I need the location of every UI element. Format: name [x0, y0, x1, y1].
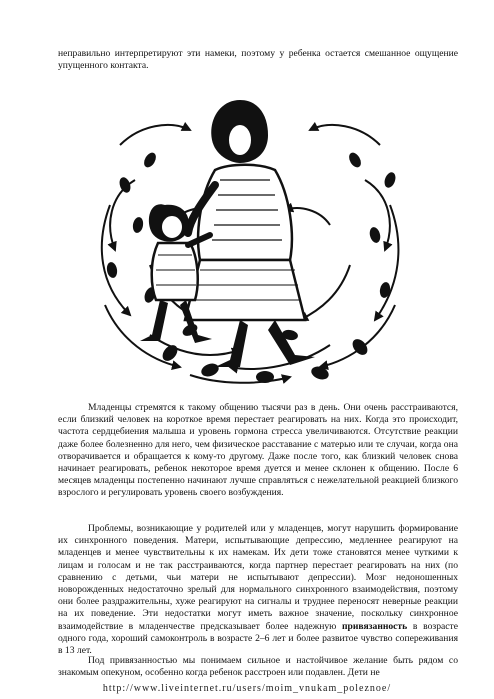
intro-paragraph: неправильно интерпретируют эти намеки, поэтому у ребенка остается смешанное ощущение упущенного контакта.: [58, 48, 458, 72]
woman-figure: [185, 100, 315, 367]
illustration: [90, 85, 410, 390]
term-attachment: привязанность: [342, 620, 408, 632]
paragraph-2: [58, 523, 458, 657]
paragraph-3: Под привязанностью мы понимаем сильное и настойчивое желание быть рядом со знакомым опекуном, особенно когда ребенок расстроен или подавлен. Дети не: [58, 655, 458, 679]
source-url[interactable]: http://www.liveinternet.ru/users/moim_vnukam_poleznoe/: [102, 683, 392, 694]
paragraph-2-end: в возрасте одного года, хороший самоконтроль в возрасте 2–6 лет и более развитое чувство сопереживания в 13 лет.: [58, 620, 458, 657]
paragraph-2-start: Проблемы, возникающие у родителей или у младенцев, могут нарушить формирование их синхронного поведения. Матери, испытывающие депрессию, медленнее реагируют на младенцев и менее чувствительны к их намекам. Их дети тоже становятся менее чуткими к лицам и голосам и не так расстраиваются, когда партнер перестает реагировать на них (по сравнению с детьми, чьи матери не испытывают депрессии). Мозг недоношенных новорожденных недостаточно зрелый для нормального синхронного взаимодействия, поэтому они более раздражительны, хуже реагируют на сигналы и труднее переносят неверные реакции на их поведение. Эти недостатки могут иметь важное значение, поскольку синхронное взаимодействие в младенчестве предсказывает более надежную: [58, 523, 458, 632]
paragraph-1: Младенцы стремятся к такому общению тысячи раз в день. Они очень расстраиваются, если близкий человек на короткое время перестает реагировать на них. Когда это происходит, частота сердцебиения малыша и уровень гормона стресса увеличиваются. Отсутствие реакции даже более болезненно для него, чем физическое расставание с матерью или те случаи, когда она отворачивается и обращается к кому-то другому. Даже после того, как близкий человек снова начинает реагировать, ребенок некоторое время дуется и менее склонен к общению. После 6 месяцев младенцы постепенно начинают лучше справляться с нежелательной реакцией близкого взрослого и регулировать уровень своего возбуждения.: [58, 402, 458, 499]
